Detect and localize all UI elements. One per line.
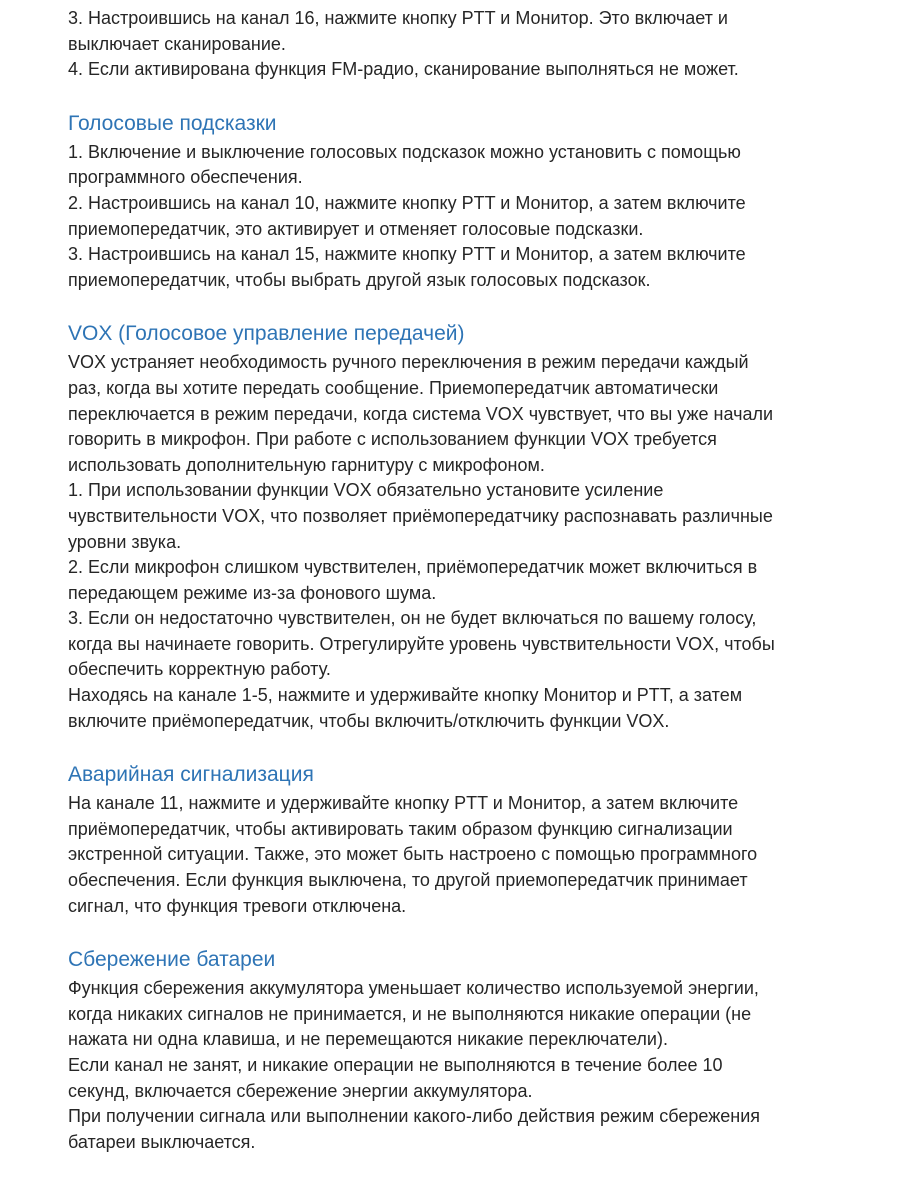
text-line: выключает сканирование. xyxy=(68,33,286,54)
intro-section xyxy=(68,6,868,83)
text-line: сигнал, что функция тревоги отключена. xyxy=(68,895,407,916)
text-line: приемопередатчик, чтобы выбрать другой язык голосовых подсказок. xyxy=(68,269,651,290)
text-line: 1. При использовании функции VOX обязательно установите усиление xyxy=(68,480,664,501)
text-line: приемопередатчик, это активирует и отменяет голосовые подсказки. xyxy=(68,218,644,239)
text-line: говорить в микрофон. При работе с использованием функции VOX требуется xyxy=(68,429,717,450)
text-line: программного обеспечения. xyxy=(68,167,303,188)
text-line: На канале 11, нажмите и удерживайте кнопку PTT и Монитор, а затем включите xyxy=(68,793,739,814)
text-line: секунд, включается сбережение энергии аккумулятора. xyxy=(68,1080,533,1101)
text-line: Функция сбережения аккумулятора уменьшает количество используемой энергии, xyxy=(68,978,759,999)
text-line: обеспечения. Если функция выключена, то другой приемопередатчик принимает xyxy=(68,870,748,891)
text-line: При получении сигнала или выполнении какого-либо действия режим сбережения xyxy=(68,1106,760,1127)
text-line: передающем режиме из-за фонового шума. xyxy=(68,582,437,603)
text-line: Находясь на канале 1-5, нажмите и удерживайте кнопку Монитор и PTT, а затем xyxy=(68,685,743,706)
section-battery-saving xyxy=(68,946,868,1155)
text-line: уровни звука. xyxy=(68,531,182,552)
text-line: VOX устраняет необходимость ручного переключения в режим передачи каждый xyxy=(68,352,749,373)
section-voice-prompts xyxy=(68,110,868,294)
text-line: экстренной ситуации. Также, это может быть настроено с помощью программного xyxy=(68,844,758,865)
section-heading: Голосовые подсказки xyxy=(68,111,277,135)
text-line: обеспечить корректную работу. xyxy=(68,659,331,680)
text-line: когда вы начинаете говорить. Отрегулируйте уровень чувствительности VOX, чтобы xyxy=(68,633,775,654)
text-line: 3. Если он недостаточно чувствителен, он не будет включаться по вашему голосу, xyxy=(68,608,757,629)
text-line: 3. Настроившись на канал 15, нажмите кнопку PTT и Монитор, а затем включите xyxy=(68,244,746,265)
section-heading: Сбережение батареи xyxy=(68,948,276,972)
text-line: 2. Если микрофон слишком чувствителен, приёмопередатчик может включиться в xyxy=(68,557,758,578)
text-line: включите приёмопередатчик, чтобы включить/отключить функции VOX. xyxy=(68,710,670,731)
text-line: 3. Настроившись на канал 16, нажмите кнопку PTT и Монитор. Это включает и xyxy=(68,8,728,28)
document-page xyxy=(68,6,868,1155)
section-heading: VOX (Голосовое управление передачей) xyxy=(68,322,465,346)
text-line: нажата ни одна клавиша, и не перемещаются никакие переключатели). xyxy=(68,1029,668,1050)
text-line: когда никаких сигналов не принимается, и не выполняются никакие операции (не xyxy=(68,1003,752,1024)
text-line: приёмопередатчик, чтобы активировать таким образом функцию сигнализации xyxy=(68,818,733,839)
text-line: Если канал не занят, и никакие операции не выполняются в течение более 10 xyxy=(68,1055,723,1075)
text-line: 2. Настроившись на канал 10, нажмите кнопку PTT и Монитор, а затем включите xyxy=(68,192,746,213)
text-line: 1. Включение и выключение голосовых подсказок можно установить с помощью xyxy=(68,141,741,162)
text-line: использовать дополнительную гарнитуру с микрофоном. xyxy=(68,454,545,475)
text-line: батареи выключается. xyxy=(68,1131,256,1152)
section-heading: Аварийная сигнализация xyxy=(68,763,314,787)
text-line: переключается в режим передачи, когда система VOX чувствует, что вы уже начали xyxy=(68,403,774,424)
section-emergency-alarm xyxy=(68,761,868,919)
section-vox xyxy=(68,320,868,734)
text-line: раз, когда вы хотите передать сообщение. Приемопередатчик автоматически xyxy=(68,377,719,398)
text-line: 4. Если активирована функция FM-радио, сканирование выполняться не может. xyxy=(68,59,739,80)
text-line: чувствительности VOX, что позволяет приёмопередатчику распознавать различные xyxy=(68,505,773,526)
